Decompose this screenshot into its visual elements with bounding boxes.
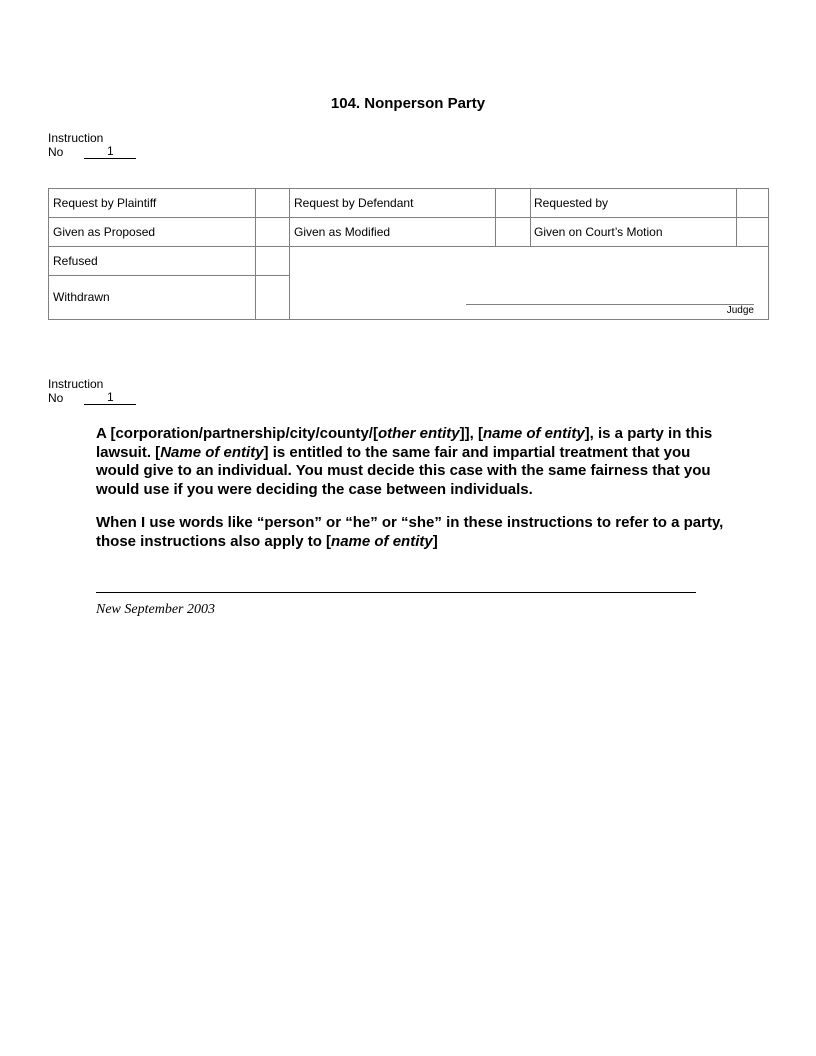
given-as-modified-label: Given as Modified [294,225,391,239]
judge-label: Judge [726,305,754,316]
revision-note: New September 2003 [96,602,215,617]
instruction-number-row [48,145,136,159]
request-by-plaintiff-label: Request by Plaintiff [53,196,157,210]
page-title: 104. Nonperson Party [330,95,486,112]
instruction-body [96,425,736,566]
instruction-no-value: 1 [84,391,136,405]
instruction-header-bottom [48,377,136,405]
instruction-no-value: 1 [84,145,136,159]
withdrawn-label: Withdrawn [53,290,110,304]
footer-divider [96,592,696,593]
instruction-label: Instruction [48,131,104,145]
refused-label: Refused [53,254,98,268]
instruction-header-top [48,131,136,159]
request-table [48,188,769,320]
requested-by-label: Requested by [534,196,609,210]
judge-signature-line [466,304,754,305]
instruction-no-label: No [48,145,64,159]
request-by-defendant-label: Request by Defendant [294,196,414,210]
instruction-paragraph-1: A [corporation/partnership/city/county/[other entity]], [name of entity], is a party in this lawsuit. [Name of entity] is entitled to the same fair and impartial treatment that you would give to an individual. You must decide this case with the same fairness that you would use if you were deciding the case between individuals. [96,425,713,498]
instruction-label: Instruction [48,377,104,391]
instruction-number-row [48,391,136,405]
given-on-courts-motion-label: Given on Court’s Motion [534,225,663,239]
instruction-paragraph-2: When I use words like “person” or “he” or “she” in these instructions to refer to a party, those instructions also apply to [name of entity] [96,514,724,550]
given-as-proposed-label: Given as Proposed [53,225,156,239]
instruction-no-label: No [48,391,64,405]
